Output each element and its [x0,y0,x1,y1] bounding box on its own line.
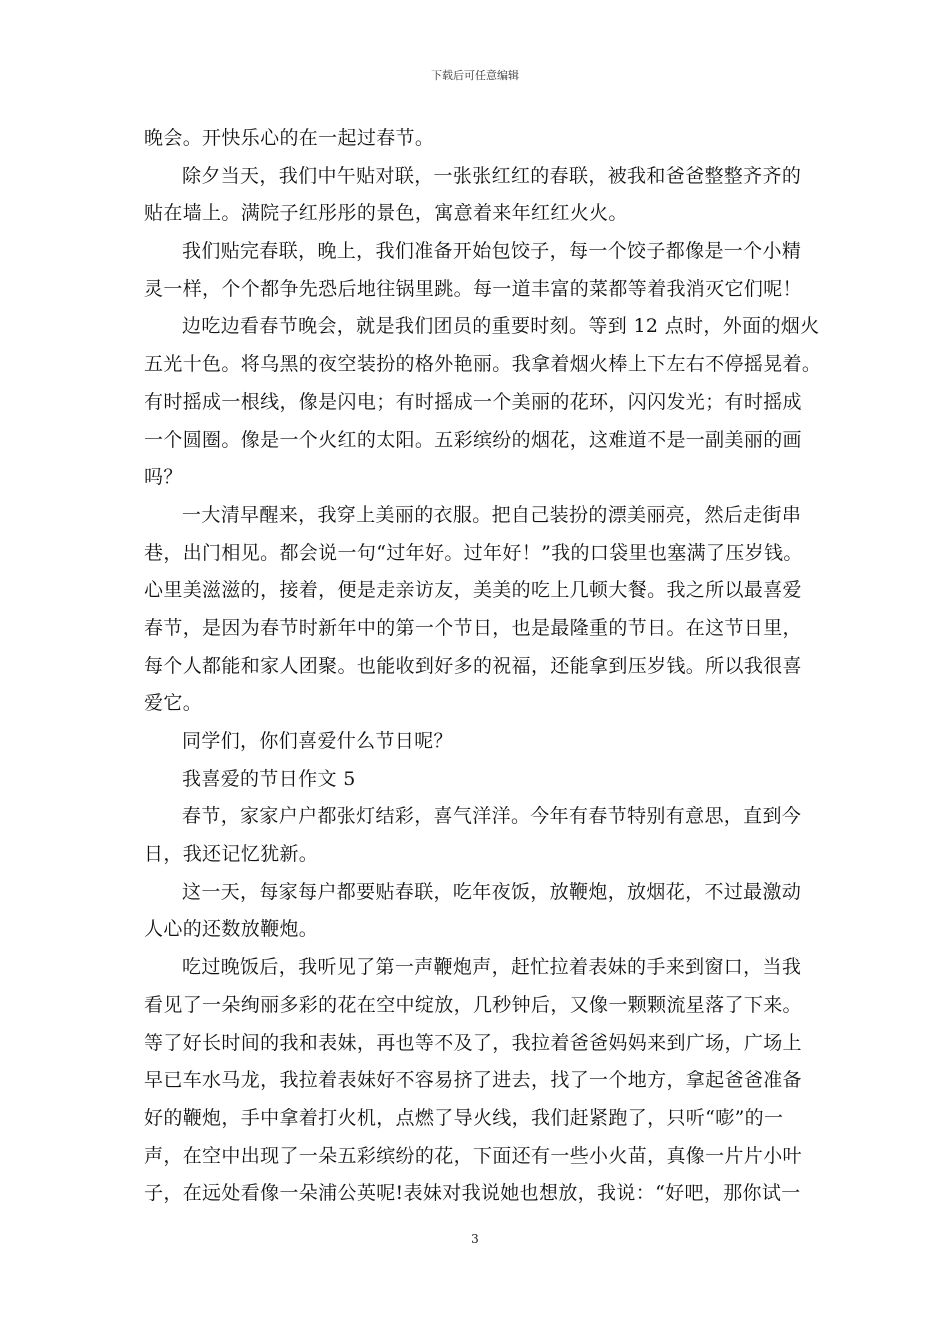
text-line: 爱它。 [144,692,203,715]
text-line: 声，在空中出现了一朵五彩缤纷的花，下面还有一些小火苗，真像一片片小叶 [144,1144,802,1167]
text-line: 每个人都能和家人团聚。也能收到好多的祝福，还能拿到压岁钱。所以我很喜 [144,654,802,677]
text-line: 五光十色。将乌黑的夜空装扮的格外艳丽。我拿着烟火棒上下左右不停摇晃着。 [144,353,822,376]
text-line: 早已车水马龙，我拉着表妹好不容易挤了进去，找了一个地方，拿起爸爸准备 [144,1069,802,1092]
text-line: 看见了一朵绚丽多彩的花在空中绽放，几秒钟后，又像一颗颗流星落了下来。 [144,993,802,1016]
text-line: 贴在墙上。满院子红彤彤的景色，寓意着来年红红火火。 [144,202,628,225]
text-line: 好的鞭炮，手中拿着打火机，点燃了导火线，我们赶紧跑了，只听“嘭”的一 [144,1106,784,1129]
section-heading: 我喜爱的节日作文 5 [182,767,356,790]
text-line: 人心的还数放鞭炮。 [144,918,319,941]
text-line: 心里美滋滋的，接着，便是走亲访友，美美的吃上几顿大餐。我之所以最喜爱 [144,579,802,602]
text-line: 巷，出门相见。都会说一句“过年好。过年好！”我的口袋里也塞满了压岁钱。 [144,541,803,564]
text-line: 一大清早醒来，我穿上美丽的衣服。把自己装扮的漂美丽亮，然后走街串 [182,503,802,526]
text-line: 吗？ [144,466,183,489]
document-body [144,120,822,1213]
text-line: 边吃边看春节晚会，就是我们团员的重要时刻。等到 12 点时，外面的烟火 [182,315,820,338]
text-line: 晚会。开快乐心的在一起过春节。 [144,127,435,149]
text-line: 我们贴完春联，晚上，我们准备开始包饺子，每一个饺子都像是一个小精 [182,240,802,263]
text-line: 有时摇成一根线，像是闪电；有时摇成一个美丽的花环，闪闪发光；有时摇成 [144,390,802,413]
text-line: 子，在远处看像一朵浦公英呢!表妹对我说她也想放，我说：“好吧，那你试一 [144,1182,801,1205]
text-line: 日，我还记忆犹新。 [144,843,319,866]
page-number: 3 [471,1232,479,1246]
text-line: 等了好长时间的我和表妹，再也等不及了，我拉着爸爸妈妈来到广场，广场上 [144,1031,802,1054]
text-line: 除夕当天，我们中午贴对联，一张张红红的春联，被我和爸爸整整齐齐的 [182,164,802,187]
text-line: 灵一样，个个都争先恐后地往锅里跳。每一道丰富的菜都等着我消灭它们呢！ [144,277,802,300]
text-line: 春节，家家户户都张灯结彩，喜气洋洋。今年有春节特别有意思，直到今 [182,805,802,828]
text-line: 吃过晚饭后，我听见了第一声鞭炮声，赶忙拉着表妹的手来到窗口，当我 [182,956,802,979]
page-header: 下载后可任意编辑 [431,69,519,82]
text-line: 一个圆圈。像是一个火红的太阳。五彩缤纷的烟花，这难道不是一副美丽的画 [144,428,802,451]
text-line: 同学们，你们喜爱什么节日呢？ [182,730,453,752]
text-line: 春节，是因为春节时新年中的第一个节日，也是最隆重的节日。在这节日里， [144,616,802,639]
text-line: 这一天，每家每户都要贴春联，吃年夜饭，放鞭炮，放烟花，不过最激动 [182,880,802,903]
